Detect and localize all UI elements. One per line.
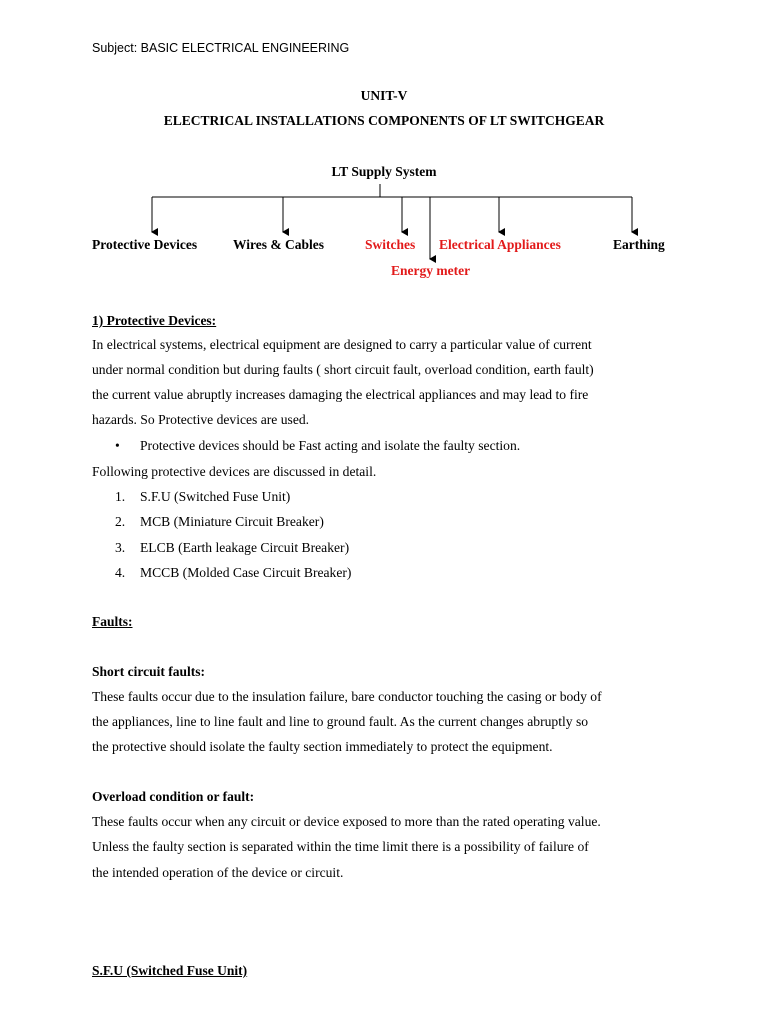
paragraph-line: under normal condition but during faults ( short circuit fault, overload condition, earth fault)	[92, 362, 594, 377]
branch-wires-cables: Wires & Cables	[233, 237, 324, 252]
list-item: MCCB (Molded Case Circuit Breaker)	[140, 565, 352, 580]
lt-supply-tree-diagram	[0, 0, 768, 300]
bullet-text: Protective devices should be Fast acting and isolate the faulty section.	[140, 438, 521, 453]
section-heading-sfu: S.F.U (Switched Fuse Unit)	[92, 963, 248, 978]
list-item: ELCB (Earth leakage Circuit Breaker)	[140, 540, 350, 555]
list-intro: Following protective devices are discussed in detail.	[92, 464, 377, 479]
paragraph-line: the protective should isolate the faulty section immediately to protect the equipment.	[92, 739, 553, 754]
paragraph-line: the current value abruptly increases damaging the electrical appliances and may lead to fire	[92, 387, 589, 402]
subheading-overload: Overload condition or fault:	[92, 789, 255, 804]
paragraph-line: hazards. So Protective devices are used.	[92, 412, 310, 427]
subheading-short-circuit: Short circuit faults:	[92, 664, 205, 679]
section-heading-faults: Faults:	[92, 614, 133, 629]
unit-title: UNIT-V	[360, 88, 408, 103]
paragraph-line: These faults occur due to the insulation failure, bare conductor touching the casing or body of	[92, 689, 602, 704]
list-number: 2.	[115, 514, 126, 529]
paragraph-line: In electrical systems, electrical equipment are designed to carry a particular value of current	[92, 337, 592, 352]
paragraph-line: the intended operation of the device or circuit.	[92, 865, 344, 880]
list-number: 4.	[115, 565, 126, 580]
list-item: MCB (Miniature Circuit Breaker)	[140, 514, 324, 529]
branch-earthing: Earthing	[613, 237, 665, 252]
subject-header: Subject: BASIC ELECTRICAL ENGINEERING	[92, 41, 350, 55]
paragraph-line: These faults occur when any circuit or device exposed to more than the rated operating value.	[92, 814, 601, 829]
diagram-root-label: LT Supply System	[331, 164, 437, 179]
section-heading-protective-devices: 1) Protective Devices:	[92, 313, 217, 328]
branch-switches: Switches	[365, 237, 416, 252]
branch-protective-devices: Protective Devices	[92, 237, 198, 252]
bullet-dot: •	[115, 438, 120, 453]
paragraph-line: the appliances, line to line fault and line to ground fault. As the current changes abruptly so	[92, 714, 589, 729]
page-heading: ELECTRICAL INSTALLATIONS COMPONENTS OF LT SWITCHGEAR	[163, 113, 605, 128]
list-number: 1.	[115, 489, 126, 504]
list-item: S.F.U (Switched Fuse Unit)	[140, 489, 291, 504]
branch-electrical-appliances: Electrical Appliances	[439, 237, 561, 252]
paragraph-line: Unless the faulty section is separated within the time limit there is a possibility of failure of	[92, 839, 589, 854]
branch-energy-meter: Energy meter	[391, 263, 471, 278]
list-number: 3.	[115, 540, 126, 555]
